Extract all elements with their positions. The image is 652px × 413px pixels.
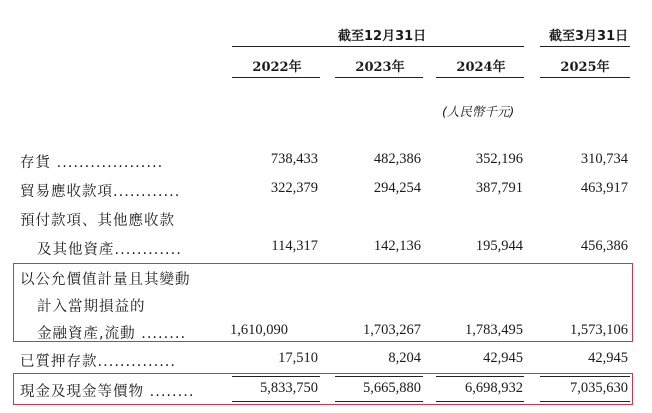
cell-trade-2024: 387,791 bbox=[475, 180, 523, 196]
cell-inventory-2024: 352,196 bbox=[475, 151, 523, 167]
subtotal-rule-2024 bbox=[436, 376, 524, 377]
subtotal-rule-2025 bbox=[540, 376, 630, 377]
row-label-trade-receivables: 貿易應收款項............ bbox=[20, 184, 181, 200]
cell-cash-2022: 5,833,750 bbox=[260, 380, 318, 396]
cell-cash-2023: 5,665,880 bbox=[363, 380, 421, 396]
cell-pledged-2024: 42,945 bbox=[483, 350, 523, 366]
row-label-prepayments-line1: 預付款項、其他應收款 bbox=[20, 213, 175, 229]
unit-label: (人民幣千元) bbox=[442, 104, 515, 119]
row-label-pledged-deposits: 已質押存款.............. bbox=[20, 354, 177, 370]
cell-fvtpl-2024: 1,783,495 bbox=[465, 322, 523, 338]
cell-prepay-2023: 142,136 bbox=[373, 238, 421, 254]
row-label-cash: 現金及現金等價物 ........ bbox=[20, 384, 195, 400]
header-mar-group: 截至3月31日 bbox=[549, 29, 629, 44]
year-2025: 2025年 bbox=[560, 60, 610, 75]
subtotal-rule-2022 bbox=[232, 376, 320, 377]
row-label-fvtpl-line1: 以公允價值計量且其變動 bbox=[20, 272, 191, 288]
cell-trade-2022: 322,379 bbox=[270, 180, 318, 196]
header-dec-group: 截至12月31日 bbox=[338, 29, 427, 44]
cell-inventory-2022: 738,433 bbox=[270, 151, 318, 167]
cell-fvtpl-2025: 1,573,106 bbox=[570, 322, 628, 338]
cell-prepay-2022: 114,317 bbox=[271, 238, 318, 254]
cell-pledged-2025: 42,945 bbox=[588, 350, 628, 366]
cell-fvtpl-2023: 1,703,267 bbox=[363, 322, 421, 338]
cell-pledged-2023: 8,204 bbox=[388, 350, 421, 366]
row-label-fvtpl-line2: 計入當期損益的 bbox=[37, 299, 146, 315]
year-rule-2023 bbox=[335, 77, 423, 78]
cell-cash-2024: 6,698,932 bbox=[465, 380, 523, 396]
year-2023: 2023年 bbox=[355, 60, 405, 75]
row-label-inventory: 存貨 ................... bbox=[20, 155, 164, 171]
year-2024: 2024年 bbox=[456, 60, 506, 75]
row-label-prepayments-line2: 及其他資產............ bbox=[37, 242, 182, 258]
year-rule-2022 bbox=[232, 77, 320, 78]
cell-pledged-2022: 17,510 bbox=[278, 350, 318, 366]
cell-inventory-2025: 310,734 bbox=[580, 151, 628, 167]
cell-prepay-2024: 195,944 bbox=[475, 238, 523, 254]
cell-prepay-2025: 456,386 bbox=[580, 238, 628, 254]
cell-trade-2023: 294,254 bbox=[373, 180, 421, 196]
cell-inventory-2023: 482,386 bbox=[373, 151, 421, 167]
cell-cash-2025: 7,035,630 bbox=[570, 380, 628, 396]
cell-fvtpl-2022: 1,610,090 bbox=[230, 322, 288, 338]
header-rule-mar bbox=[540, 46, 630, 47]
year-rule-2025 bbox=[540, 77, 630, 78]
year-rule-2024 bbox=[436, 77, 524, 78]
header-rule-dec bbox=[232, 46, 524, 47]
cell-trade-2025: 463,917 bbox=[580, 180, 628, 196]
total-rule-2023 bbox=[335, 401, 423, 402]
total-rule-2022 bbox=[232, 401, 320, 402]
total-rule-2024 bbox=[436, 401, 524, 402]
subtotal-rule-2023 bbox=[335, 376, 423, 377]
row-label-fvtpl-line3: 金融資產,流動 ........ bbox=[37, 326, 187, 342]
year-2022: 2022年 bbox=[252, 60, 302, 75]
total-rule-2025 bbox=[540, 401, 630, 402]
